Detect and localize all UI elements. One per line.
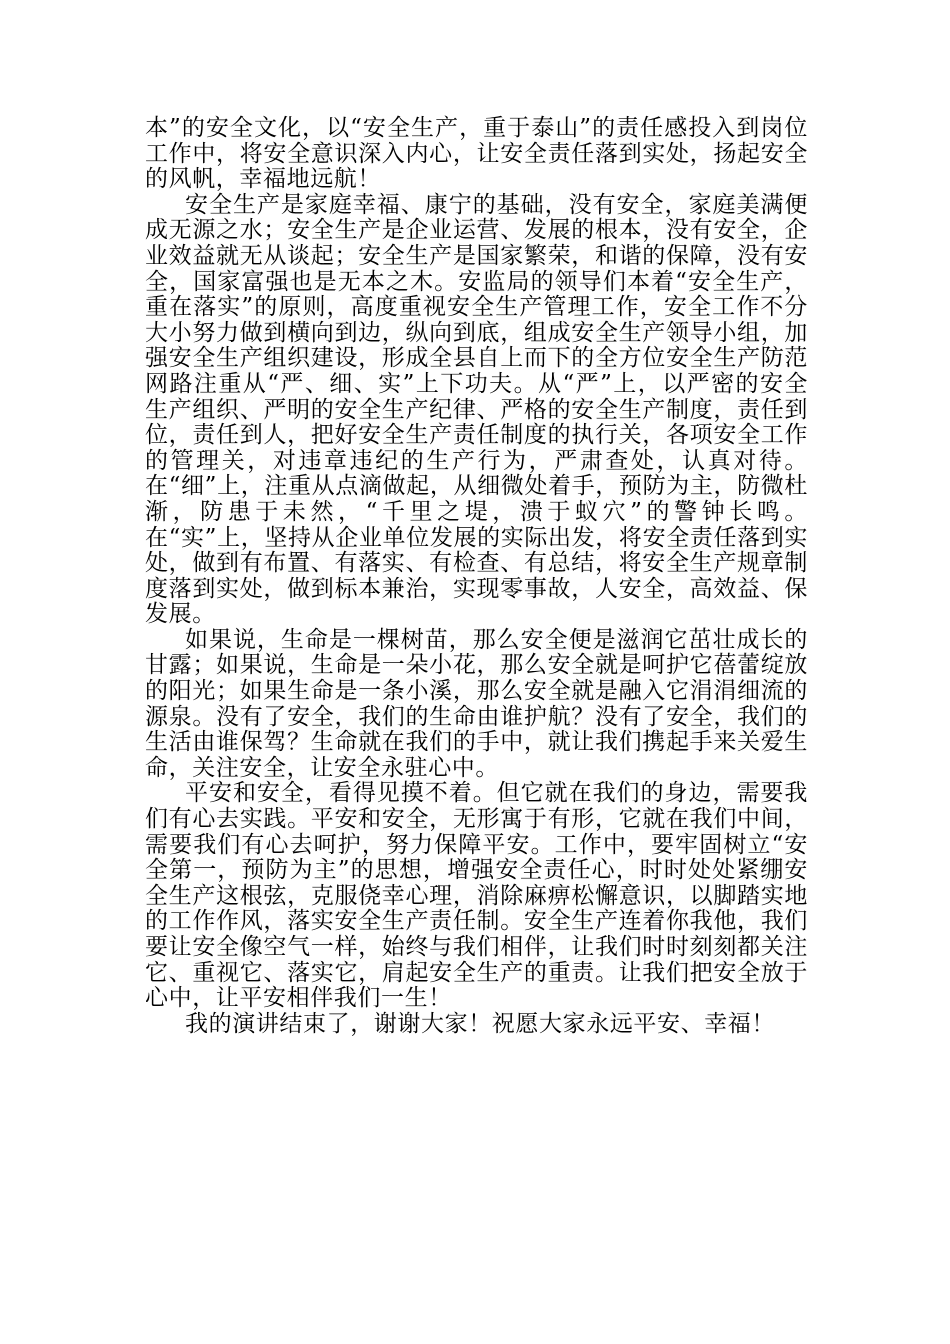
paragraph-3: 如果说，生命是一棵树苗，那么安全便是滋润它茁壮成长的甘露；如果说，生命是一朵小花，那么安全就是呵护它蓓蕾绽放的阳光；如果生命是一条小溪，那么安全就是融入它涓涓细流的源泉。没有了安全，我们的生命由谁护航？没有了安全，我们的生活由谁保驾？生命就在我们的手中，就让我们携起手来关爱生命，关注安全，让安全永驻心中。 bbox=[145, 626, 808, 781]
paragraph-2: 安全生产是家庭幸福、康宁的基础，没有安全，家庭美满便成无源之水；安全生产是企业运营、发展的根本，没有安全，企业效益就无从谈起；安全生产是国家繁荣，和谐的保障，没有安全，国家富强也是无本之木。安监局的领导们本着“安全生产，重在落实”的原则，高度重视安全生产管理工作，安全工作不分大小努力做到横向到边，纵向到底，组成安全生产领导小组，加强安全生产组织建设，形成全县自上而下的全方位安全生产防范网路注重从“严、细、实”上下功夫。从“严”上，以严密的安全生产组织、严明的安全生产纪律、严格的安全生产制度，责任到位，责任到人，把好安全生产责任制度的执行关，各项安全工作的管理关，对违章违纪的生产行为，严肃查处，认真对待。在“细”上，注重从点滴做起，从细微处着手，预防为主，防微杜渐，防患于未然，“千里之堤，溃于蚁穴”的警钟长鸣。在“实”上，坚持从企业单位发展的实际出发，将安全责任落到实处，做到有布置、有落实、有检查、有总结，将安全生产规章制度落到实处，做到标本兼治，实现零事故，人安全，高效益、保发展。 bbox=[145, 191, 808, 628]
paragraph-5: 我的演讲结束了，谢谢大家！祝愿大家永远平安、幸福！ bbox=[185, 1010, 775, 1037]
paragraph-4: 平安和安全，看得见摸不着。但它就在我们的身边，需要我们有心去实践。平安和安全，无形寓于有形，它就在我们中间，需要我们有心去呵护，努力保障平安。工作中，要牢固树立“安全第一，预防为主”的思想，增强安全责任心，时时处处紧绷安全生产这根弦，克服侥幸心理，消除麻痹松懈意识，以脚踏实地的工作作风，落实安全生产责任制。安全生产连着你我他，我们要让安全像空气一样，始终与我们相伴，让我们时时刻刻都关注它、重视它、落实它，肩起安全生产的重责。让我们把安全放于心中，让平安相伴我们一生！ bbox=[145, 780, 808, 1012]
paragraph-1: 本”的安全文化，以“安全生产，重于泰山”的责任感投入到岗位工作中，将安全意识深入内心，让安全责任落到实处，扬起安全的风帆，幸福地远航！ bbox=[145, 115, 808, 193]
document-body bbox=[145, 116, 808, 1037]
